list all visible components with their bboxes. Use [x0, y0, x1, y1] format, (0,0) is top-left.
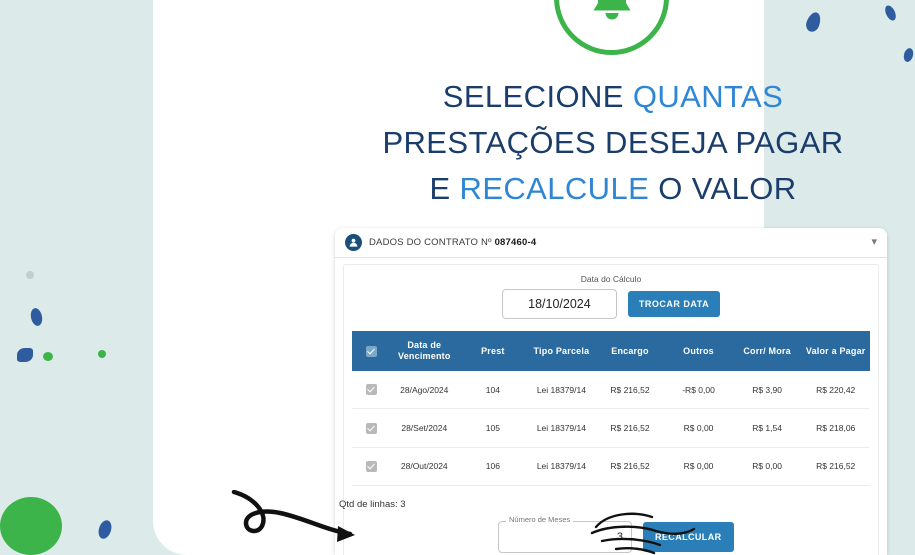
rows-count-label: Qtd de linhas: 3 — [339, 499, 406, 510]
page-title — [318, 74, 908, 212]
installments-table — [352, 331, 870, 486]
table-header-select-all[interactable] — [352, 331, 390, 371]
confetti-dot — [43, 352, 53, 361]
table-row[interactable] — [352, 447, 870, 485]
headline-part-2: QUANTAS — [632, 79, 784, 114]
cell-prest: 106 — [459, 447, 528, 485]
cell-valor: R$ 216,52 — [801, 447, 870, 485]
panel-header[interactable] — [335, 228, 887, 258]
contract-panel — [335, 228, 887, 555]
table-header-encargo: Encargo — [596, 331, 665, 371]
months-field — [498, 515, 632, 553]
recalculate-row — [335, 513, 887, 555]
headline-part-3: PRESTAÇÕES DESEJA PAGAR — [382, 125, 844, 160]
headline-part-1: SELECIONE — [442, 79, 633, 114]
table-header-vencimento: Data de Vencimento — [390, 331, 459, 371]
cell-vencimento: 28/Ago/2024 — [390, 371, 459, 409]
panel-title-label: DADOS DO CONTRATO Nº — [369, 237, 495, 248]
date-field-label: Data do Cálculo — [580, 274, 642, 284]
date-row — [344, 289, 878, 319]
row-checkbox-cell[interactable] — [352, 409, 390, 447]
change-date-button[interactable]: TROCAR DATA — [628, 291, 720, 317]
table-body — [352, 371, 870, 485]
cell-outros: -R$ 0,00 — [664, 371, 733, 409]
confetti-dot — [26, 271, 34, 279]
cell-valor: R$ 218,06 — [801, 409, 870, 447]
recalculate-button[interactable]: RECALCULAR — [643, 522, 734, 552]
headline-part-5: RECALCULE — [459, 171, 650, 206]
table-header-corr-mora: Corr/ Mora — [733, 331, 802, 371]
cell-tipo: Lei 18379/14 — [527, 371, 596, 409]
row-checkbox-cell[interactable] — [352, 371, 390, 409]
user-circle-icon — [345, 234, 362, 251]
headline-part-6: O VALOR — [649, 171, 797, 206]
calculation-date-input[interactable] — [502, 289, 617, 319]
cell-corr-mora: R$ 0,00 — [733, 447, 802, 485]
content-card — [153, 0, 877, 555]
confetti-dot — [17, 348, 33, 362]
row-checkbox[interactable] — [366, 384, 377, 395]
chevron-down-icon[interactable]: ▾ — [871, 236, 877, 248]
cell-prest: 105 — [459, 409, 528, 447]
table-header-outros: Outros — [664, 331, 733, 371]
cell-prest: 104 — [459, 371, 528, 409]
cell-vencimento: 28/Set/2024 — [390, 409, 459, 447]
contract-number: 087460-4 — [494, 237, 537, 248]
cell-encargo: R$ 216,52 — [596, 371, 665, 409]
cell-corr-mora: R$ 1,54 — [733, 409, 802, 447]
table-row[interactable] — [352, 409, 870, 447]
cell-vencimento: 28/Out/2024 — [390, 447, 459, 485]
cell-outros: R$ 0,00 — [664, 447, 733, 485]
cell-encargo: R$ 216,52 — [596, 447, 665, 485]
panel-inner — [343, 264, 879, 555]
cell-outros: R$ 0,00 — [664, 409, 733, 447]
headline-part-4: E — [429, 171, 460, 206]
table-header-valor: Valor a Pagar — [801, 331, 870, 371]
table-header-tipo: Tipo Parcela — [527, 331, 596, 371]
cell-corr-mora: R$ 3,90 — [733, 371, 802, 409]
panel-title — [369, 237, 536, 248]
cell-encargo: R$ 216,52 — [596, 409, 665, 447]
cell-tipo: Lei 18379/14 — [527, 409, 596, 447]
months-input[interactable] — [498, 521, 632, 553]
bell-icon — [554, 0, 669, 55]
row-checkbox[interactable] — [366, 461, 377, 472]
row-checkbox-cell[interactable] — [352, 447, 390, 485]
table-row[interactable] — [352, 371, 870, 409]
cell-tipo: Lei 18379/14 — [527, 447, 596, 485]
confetti-dot — [98, 350, 106, 358]
select-all-checkbox[interactable] — [366, 346, 377, 357]
confetti-square — [0, 497, 62, 555]
table-header — [352, 331, 870, 371]
panel-body — [335, 264, 887, 555]
row-checkbox[interactable] — [366, 423, 377, 434]
table-header-prest: Prest — [459, 331, 528, 371]
months-field-label: Número de Meses — [506, 515, 573, 524]
cell-valor: R$ 220,42 — [801, 371, 870, 409]
